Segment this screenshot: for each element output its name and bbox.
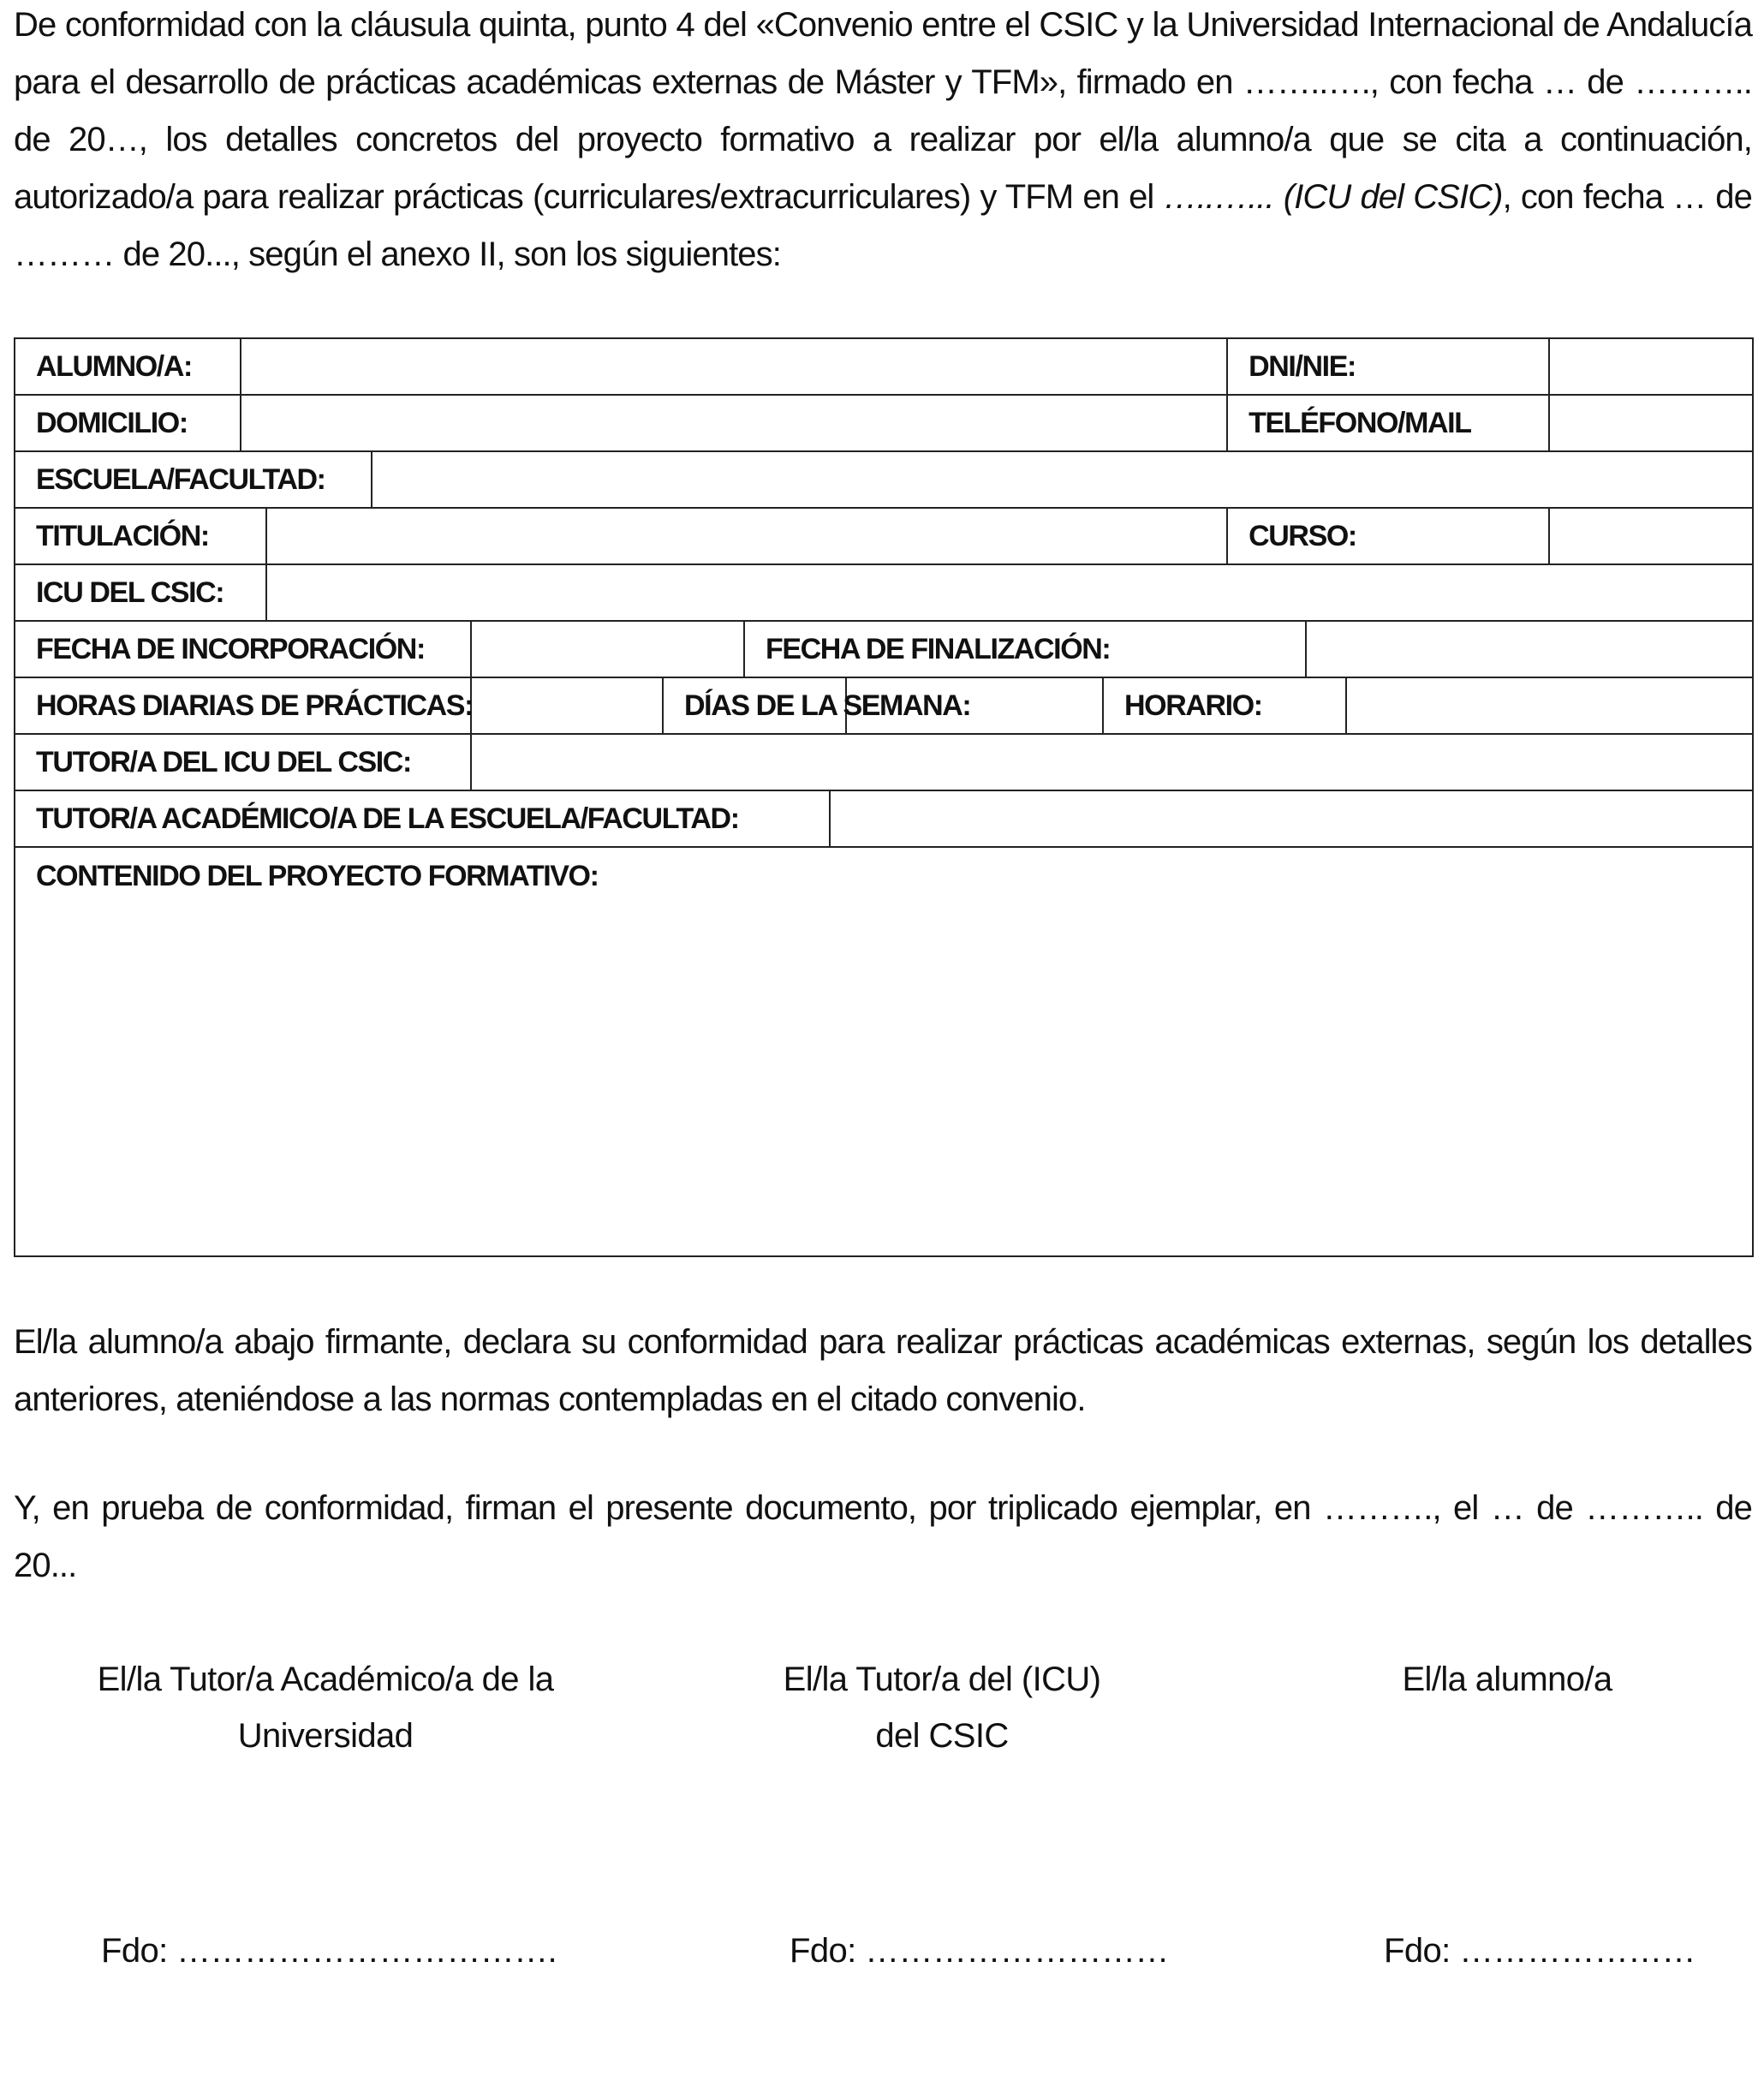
fdo-student: Fdo: ………………… [1384,1932,1695,1970]
intro-text-italic: …..…... (ICU del CSIC) [1163,178,1503,216]
academic-tutor-line1: El/la Tutor/a Académico/a de la [97,1661,554,1698]
contenido-field[interactable] [15,847,1753,1256]
row-contenido [15,847,1753,1256]
signature-student [1370,1651,1644,1708]
fecha-finalizacion-label: FECHA DE FINALIZACIÓN: [744,621,1306,677]
icu-tutor-line1: El/la Tutor/a del (ICU) [783,1661,1101,1698]
horario-label: HORARIO: [1103,677,1346,734]
fdo-academic-tutor: Fdo: ……………………………. [101,1932,557,1970]
row-escuela [15,451,1753,508]
dias-semana-label: DÍAS DE LA SEMANA: [663,677,846,734]
alumno-label: ALUMNO/A: [15,338,241,395]
tutor-academico-label: TUTOR/A ACADÉMICO/A DE LA ESCUELA/FACULTAD: [15,790,830,847]
telefono-field[interactable] [1549,395,1753,451]
curso-field[interactable] [1549,508,1753,564]
icu-label: ICU DEL CSIC: [15,564,266,621]
row-horas [15,677,1753,734]
fdo-icu-tutor: Fdo: ……………………… [790,1932,1169,1970]
titulacion-field[interactable] [266,508,1227,564]
telefono-label: TELÉFONO/MAIL [1227,395,1549,451]
academic-tutor-line2: Universidad [237,1717,414,1755]
dni-label: DNI/NIE: [1227,338,1549,395]
intro-paragraph [14,0,1752,283]
domicilio-field[interactable] [241,395,1227,451]
row-icu [15,564,1753,621]
row-domicilio [15,395,1753,451]
signature-icu-tutor [754,1651,1130,1764]
escuela-field[interactable] [372,451,1753,508]
titulacion-label: TITULACIÓN: [15,508,266,564]
fecha-finalizacion-field[interactable] [1306,621,1753,677]
horas-diarias-label: HORAS DIARIAS DE PRÁCTICAS: [15,677,471,734]
row-fechas [15,621,1753,677]
domicilio-label: DOMICILIO: [15,395,241,451]
contenido-label: CONTENIDO DEL PROYECTO FORMATIVO: [36,860,599,892]
student-line: El/la alumno/a [1402,1661,1612,1698]
row-tutor-icu [15,734,1753,790]
signature-academic-tutor [69,1651,582,1764]
intro-text-part1: De conformidad con la cláusula quinta, punto 4 del «Convenio entre el CSIC y la Universidad Internacional de Andalucía para el desarrollo de prácticas académicas externas de Máster y TFM», firmado en ……..…., con fecha … de ……….. de 20…, los detalles concretos del proyecto formativo a realizar por el/la alumno/a que se cita a continuación, autorizado/a para realizar prácticas (curriculares/extracurriculares) y TFM en el [14,6,1752,216]
declaration-paragraph: El/la alumno/a abajo firmante, declara su conformidad para realizar prácticas académicas externas, según los detalles anteriores, ateniéndose a las normas contempladas en el citado convenio. [14,1323,1752,1418]
intro-text-part2: , con fecha … de ……… de 20..., según el anexo II, son los siguientes: [14,178,1752,273]
escuela-label: ESCUELA/FACULTAD: [15,451,372,508]
icu-field[interactable] [266,564,1753,621]
alumno-field[interactable] [241,338,1227,395]
horario-field[interactable] [1346,677,1753,734]
icu-tutor-line2: del CSIC [875,1717,1009,1755]
conformity-paragraph: Y, en prueba de conformidad, firman el presente documento, por triplicado ejemplar, en ………., el … de ……….. de 20... [14,1489,1752,1584]
fecha-incorporacion-label: FECHA DE INCORPORACIÓN: [15,621,471,677]
tutor-academico-field[interactable] [830,790,1753,847]
tutor-icu-label: TUTOR/A DEL ICU DEL CSIC: [15,734,471,790]
curso-label: CURSO: [1227,508,1549,564]
dni-field[interactable] [1549,338,1753,395]
tutor-icu-field[interactable] [471,734,1753,790]
fecha-incorporacion-field[interactable] [471,621,744,677]
row-alumno [15,338,1753,395]
row-titulacion [15,508,1753,564]
practice-details-form [14,337,1754,1257]
horas-diarias-field[interactable] [471,677,663,734]
row-tutor-academico [15,790,1753,847]
